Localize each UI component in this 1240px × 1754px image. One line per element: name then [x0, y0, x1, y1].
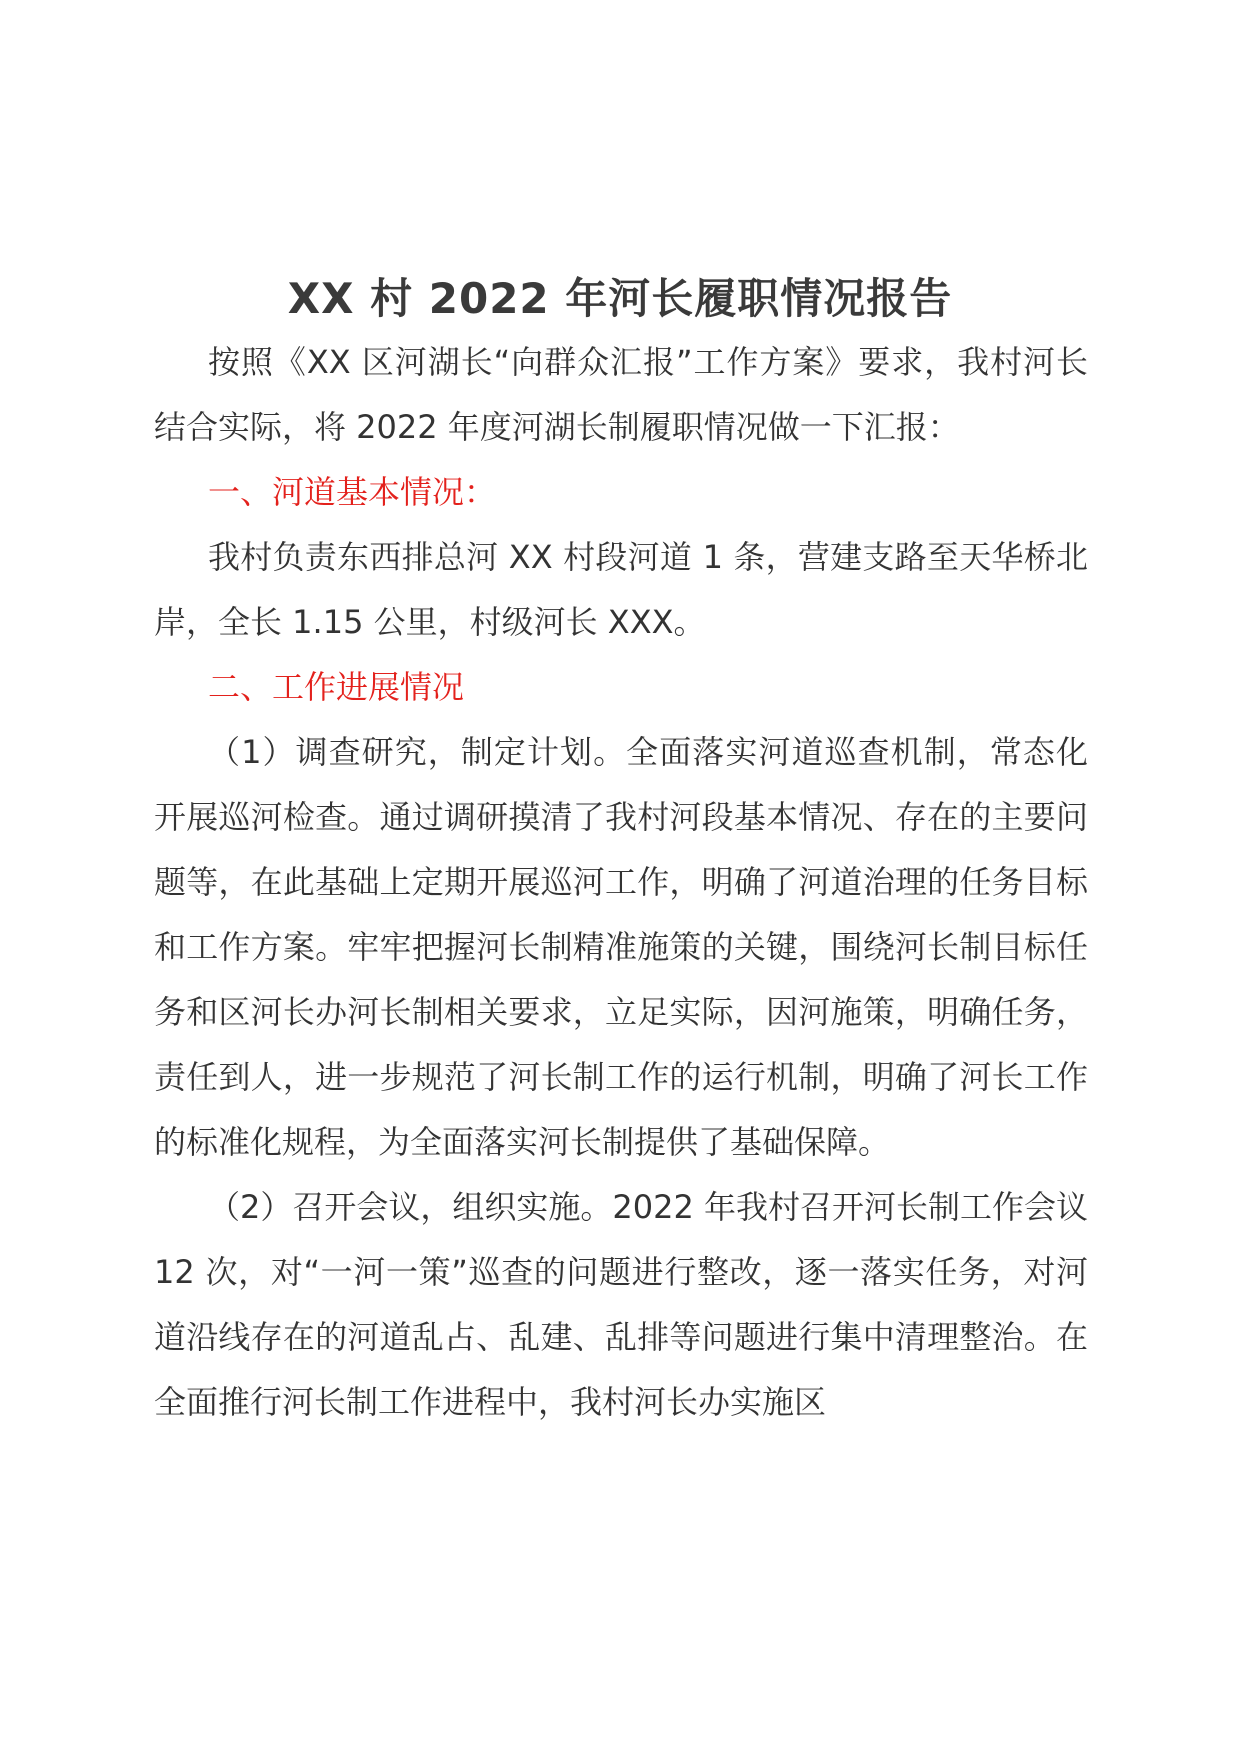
basic-info-paragraph: 我村负责东西排总河 XX 村段河道 1 条，营建支路至天华桥北岸，全长 1.15 公里，村级河长 XXX。 — [154, 538, 1088, 641]
progress-item-2-paragraph: （2）召开会议，组织实施。2022 年我村召开河长制工作会议 12 次，对“一河一策”巡查的问题进行整改，逐一落实任务，对河道沿线存在的河道乱占、乱建、乱排等问题进行集中清理整治。在全面推行河长制工作进程中，我村河长办实施区 — [154, 1188, 1088, 1421]
intro-paragraph: 按照《XX 区河湖长“向群众汇报”工作方案》要求，我村河长结合实际，将 2022 年度河湖长制履职情况做一下汇报： — [154, 343, 1088, 446]
document-title: XX 村 2022 年河长履职情况报告 — [287, 274, 953, 324]
section-heading-progress: 二、工作进展情况 — [208, 668, 465, 706]
section-heading-basic-info: 一、河道基本情况： — [208, 473, 497, 511]
document-body — [154, 330, 1088, 1435]
progress-item-1-paragraph: （1）调查研究，制定计划。全面落实河道巡查机制，常态化开展巡河检查。通过调研摸清了我村河段基本情况、存在的主要问题等，在此基础上定期开展巡河工作，明确了河道治理的任务目标和工作方案。牢牢把握河长制精准施策的关键，围绕河长制目标任务和区河长办河长制相关要求，立足实际，因河施策，明确任务，责任到人，进一步规范了河长制工作的运行机制，明确了河长工作的标准化规程，为全面落实河长制提供了基础保障。 — [154, 733, 1088, 1161]
